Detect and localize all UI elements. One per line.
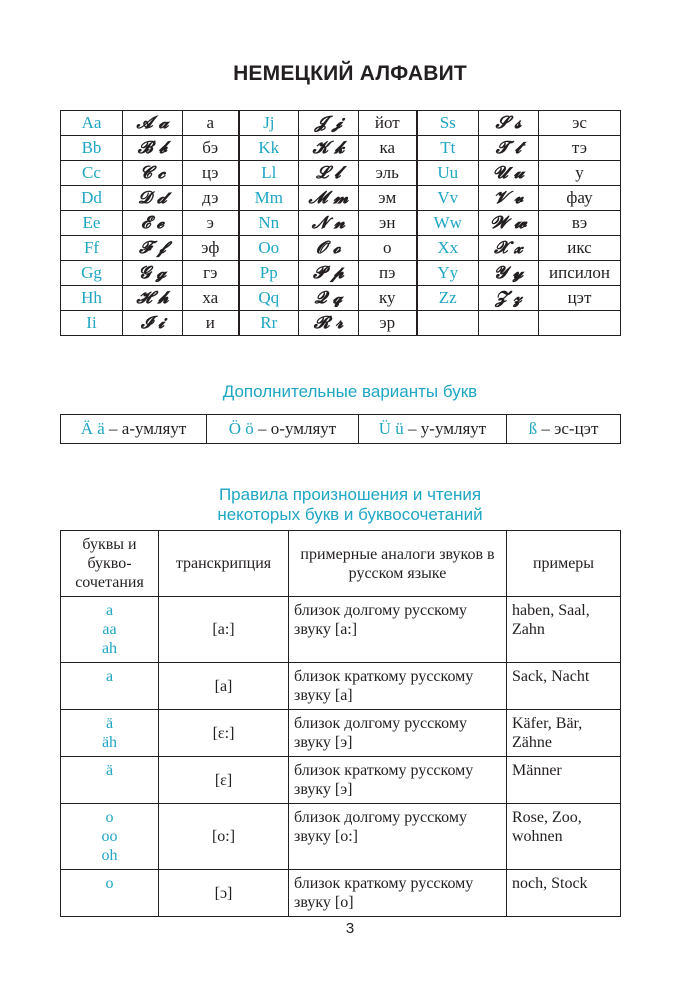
rule-letter: oh (101, 847, 118, 864)
variant-letters: Ö ö (228, 419, 254, 438)
alphabet-letter: Ff (61, 236, 123, 261)
alphabet-script-letter: 𝓥 𝓿 (479, 186, 539, 211)
alphabet-letter: Aa (61, 111, 123, 136)
alphabet-letter: Ii (61, 311, 123, 336)
rule-examples: noch, Stock (507, 870, 621, 917)
alphabet-script-letter: 𝓘 𝓲 (123, 311, 183, 336)
rule-examples: haben, Saal, Zahn (507, 597, 621, 663)
rule-examples: Sack, Nacht (507, 663, 621, 710)
alphabet-letter: Hh (61, 286, 123, 311)
alphabet-letter: Tt (417, 136, 479, 161)
alphabet-script-letter: 𝓠 𝓺 (299, 286, 359, 311)
rules-title-line2: некоторых букв и буквосочетаний (217, 505, 483, 524)
rules-row (61, 870, 621, 917)
rule-letter: a (105, 668, 114, 685)
alphabet-letter-name: пэ (359, 261, 417, 286)
alphabet-letter-name: ипсилон (539, 261, 621, 286)
alphabet-letter: Gg (61, 261, 123, 286)
rules-table (60, 530, 621, 917)
alphabet-letter-name: йот (359, 111, 417, 136)
variant-letters: Ü ü (378, 419, 404, 438)
alphabet-letter: Bb (61, 136, 123, 161)
alphabet-script-letter: 𝓣 𝓽 (479, 136, 539, 161)
rules-header-letters: буквы и букво-сочетания (61, 531, 159, 597)
alphabet-letter-name: фау (539, 186, 621, 211)
alphabet-letter-name: ку (359, 286, 417, 311)
alphabet-letter-name: тэ (539, 136, 621, 161)
variant-cell (359, 415, 507, 444)
alphabet-script-letter: 𝓑 𝓫 (123, 136, 183, 161)
alphabet-row (61, 286, 621, 311)
alphabet-row (61, 161, 621, 186)
alphabet-letter-name: э (183, 211, 239, 236)
variant-cell (207, 415, 359, 444)
alphabet-script-letter: 𝓩 𝔃 (479, 286, 539, 311)
alphabet-letter: Kk (239, 136, 299, 161)
rule-examples: Männer (507, 757, 621, 804)
alphabet-script-letter: 𝓕 𝓯 (123, 236, 183, 261)
rules-row (61, 757, 621, 804)
rule-letters (61, 710, 159, 757)
alphabet-letter: Qq (239, 286, 299, 311)
alphabet-script-letter: 𝓛 𝓵 (299, 161, 359, 186)
variant-name: – о-умляут (258, 419, 337, 438)
alphabet-letter-name: дэ (183, 186, 239, 211)
alphabet-script-letter: 𝓡 𝓻 (299, 311, 359, 336)
rule-transcription: [ε] (159, 757, 289, 804)
rule-letters (61, 757, 159, 804)
rules-row (61, 804, 621, 870)
alphabet-row (61, 111, 621, 136)
alphabet-script-letter: 𝓓 𝓭 (123, 186, 183, 211)
variant-letters: Ä ä (80, 419, 105, 438)
variants-title: Дополнительные варианты букв (222, 382, 478, 401)
alphabet-script-letter: 𝓔 𝓮 (123, 211, 183, 236)
rule-letters (61, 597, 159, 663)
alphabet-letter-name: цэт (539, 286, 621, 311)
alphabet-letter: Ww (417, 211, 479, 236)
rule-transcription: [a] (159, 663, 289, 710)
alphabet-letter: Nn (239, 211, 299, 236)
rule-letters (61, 870, 159, 917)
alphabet-letter-name: эн (359, 211, 417, 236)
variants-table (60, 414, 621, 444)
alphabet-script-letter: 𝓜 𝓶 (299, 186, 359, 211)
rules-header-analogs: примерные аналоги звуков в русском языке (289, 531, 507, 597)
rule-letters (61, 663, 159, 710)
alphabet-letter: Ss (417, 111, 479, 136)
alphabet-letter: Vv (417, 186, 479, 211)
rule-letter: a (105, 602, 114, 619)
rule-analog: близок краткому русскому звуку [o] (289, 870, 507, 917)
alphabet-script-letter: 𝓗 𝓱 (123, 286, 183, 311)
rule-analog: близок долгому русскому звуку [o:] (289, 804, 507, 870)
variant-cell (507, 415, 621, 444)
alphabet-letter-name: о (359, 236, 417, 261)
alphabet-script-letter: 𝓧 𝔁 (479, 236, 539, 261)
rule-letter: o (105, 875, 114, 892)
alphabet-letter-name (539, 311, 621, 336)
alphabet-script-letter: 𝓟 𝓹 (299, 261, 359, 286)
rules-header-examples: примеры (507, 531, 621, 597)
alphabet-letter: Dd (61, 186, 123, 211)
alphabet-script-letter: 𝓒 𝓬 (123, 161, 183, 186)
rule-analog: близок краткому русскому звуку [э] (289, 757, 507, 804)
alphabet-letter-name: бэ (183, 136, 239, 161)
alphabet-letter-name: эм (359, 186, 417, 211)
rules-row (61, 663, 621, 710)
rule-transcription: [o:] (159, 804, 289, 870)
alphabet-letter-name: эль (359, 161, 417, 186)
rule-examples: Käfer, Bär, Zähne (507, 710, 621, 757)
alphabet-letter: Mm (239, 186, 299, 211)
rules-title-line1: Правила произношения и чтения (218, 485, 482, 504)
alphabet-script-letter: 𝓙 𝓳 (299, 111, 359, 136)
rules-row (61, 597, 621, 663)
alphabet-letter: Rr (239, 311, 299, 336)
rule-letter: äh (101, 734, 118, 751)
rule-letter: ä (105, 715, 114, 732)
alphabet-script-letter: 𝓝 𝓷 (299, 211, 359, 236)
rule-analog: близок долгому русскому звуку [a:] (289, 597, 507, 663)
alphabet-row (61, 311, 621, 336)
rule-letter: oo (101, 828, 118, 845)
alphabet-letter: Zz (417, 286, 479, 311)
variant-name: – у-умляут (408, 419, 487, 438)
alphabet-letter-name: вэ (539, 211, 621, 236)
page-title: НЕМЕЦКИЙ АЛФАВИТ (233, 62, 467, 85)
alphabet-letter (417, 311, 479, 336)
variant-name: – а-умляут (109, 419, 187, 438)
alphabet-letter-name: эф (183, 236, 239, 261)
alphabet-letter-name: эс (539, 111, 621, 136)
rule-letter: aa (102, 621, 117, 638)
alphabet-letter-name: икс (539, 236, 621, 261)
alphabet-letter: Cc (61, 161, 123, 186)
alphabet-letter-name: ха (183, 286, 239, 311)
alphabet-script-letter: 𝓚 𝓴 (299, 136, 359, 161)
alphabet-letter: Pp (239, 261, 299, 286)
alphabet-letter-name: а (183, 111, 239, 136)
alphabet-table (60, 110, 621, 336)
variant-name: – эс-цэт (541, 419, 599, 438)
alphabet-row (61, 136, 621, 161)
alphabet-letter-name: эр (359, 311, 417, 336)
alphabet-script-letter (479, 311, 539, 336)
alphabet-letter-name: у (539, 161, 621, 186)
alphabet-row (61, 211, 621, 236)
alphabet-letter: Yy (417, 261, 479, 286)
alphabet-letter: Ee (61, 211, 123, 236)
rule-analog: близок долгому русскому звуку [э] (289, 710, 507, 757)
alphabet-letter-name: ка (359, 136, 417, 161)
rule-transcription: [ε:] (159, 710, 289, 757)
rule-letter: o (105, 809, 114, 826)
alphabet-script-letter: 𝓐 𝓪 (123, 111, 183, 136)
alphabet-letter: Xx (417, 236, 479, 261)
page-number: 3 (345, 920, 355, 937)
alphabet-letter-name: и (183, 311, 239, 336)
alphabet-letter: Jj (239, 111, 299, 136)
alphabet-script-letter: 𝓦 𝔀 (479, 211, 539, 236)
alphabet-script-letter: 𝓞 𝓸 (299, 236, 359, 261)
alphabet-letter-name: цэ (183, 161, 239, 186)
rule-letter: ah (101, 640, 118, 657)
rules-header-transcription: транскрипция (159, 531, 289, 597)
variant-cell (61, 415, 207, 444)
variant-letters: ß (528, 419, 538, 438)
rule-transcription: [a:] (159, 597, 289, 663)
alphabet-script-letter: 𝓨 𝔂 (479, 261, 539, 286)
alphabet-script-letter: 𝓢 𝓼 (479, 111, 539, 136)
alphabet-script-letter: 𝓤 𝓾 (479, 161, 539, 186)
alphabet-letter: Ll (239, 161, 299, 186)
alphabet-row (61, 236, 621, 261)
rule-letter: ä (105, 762, 114, 779)
rules-row (61, 710, 621, 757)
alphabet-letter-name: гэ (183, 261, 239, 286)
alphabet-letter: Oo (239, 236, 299, 261)
rule-transcription: [ɔ] (159, 870, 289, 917)
alphabet-script-letter: 𝓖 𝓰 (123, 261, 183, 286)
alphabet-letter: Uu (417, 161, 479, 186)
rule-analog: близок краткому русскому звуку [a] (289, 663, 507, 710)
alphabet-row (61, 186, 621, 211)
alphabet-row (61, 261, 621, 286)
rule-letters (61, 804, 159, 870)
rule-examples: Rose, Zoo, wohnen (507, 804, 621, 870)
